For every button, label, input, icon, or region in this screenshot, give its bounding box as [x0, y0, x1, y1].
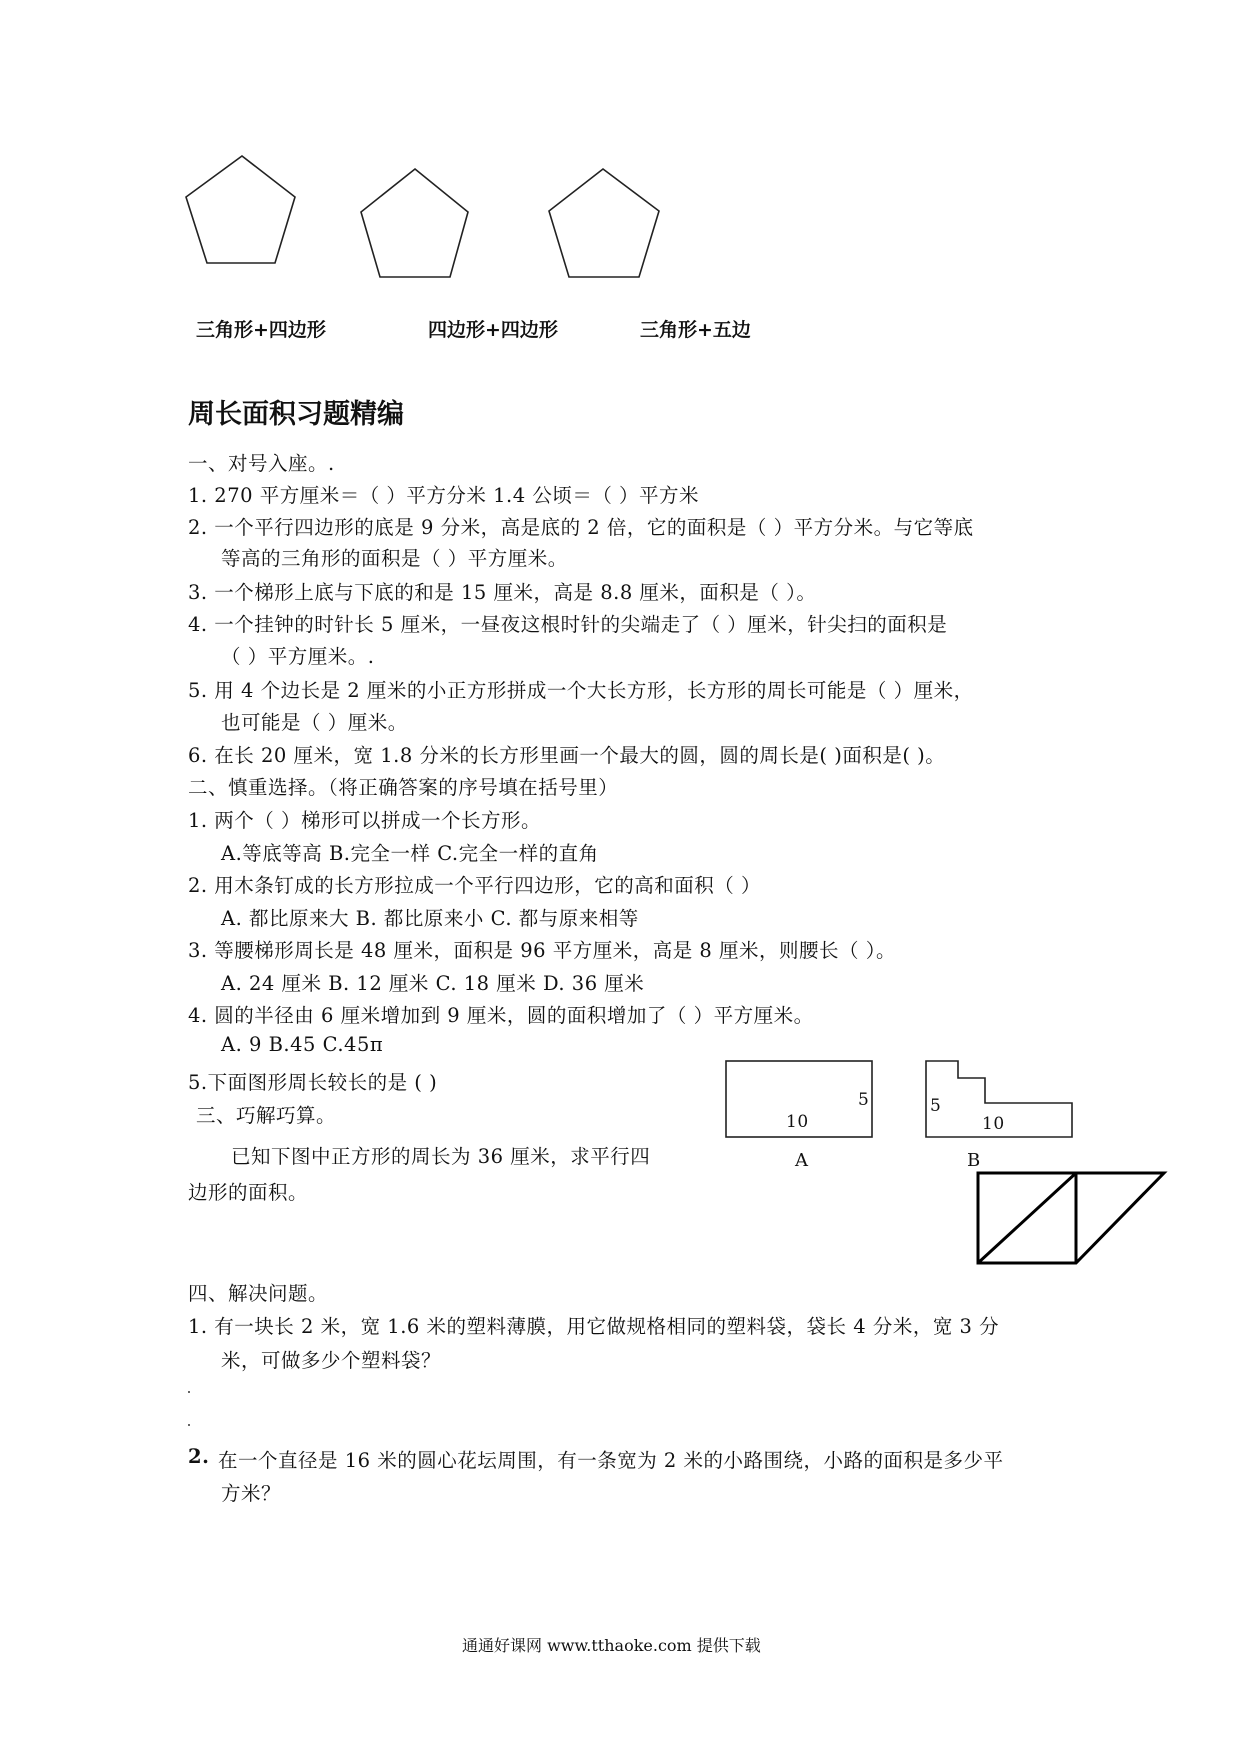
section2-q1-options: A.等底等高 B.完全一样 C.完全一样的直角: [221, 842, 599, 865]
figure-a-width-label: 10: [786, 1112, 809, 1132]
section4-p1-line2: 米，可做多少个塑料袋？: [221, 1349, 442, 1372]
section2-q3-options: A. 24 厘米 B. 12 厘米 C. 18 厘米 D. 36 厘米: [221, 972, 645, 995]
section1-q5-line2: 也可能是（ ）厘米。: [221, 711, 408, 734]
pentagon-figure-3: [543, 163, 668, 288]
pentagon-label-2: 四边形+四边形: [428, 319, 558, 341]
figure-b-label: B: [967, 1150, 981, 1171]
section2-q1: 1. 两个（ ）梯形可以拼成一个长方形。: [188, 809, 542, 832]
section1-q3: 3. 一个梯形上底与下底的和是 15 厘米，高是 8.8 厘米，面积是（ ）。: [188, 581, 817, 604]
section4-heading: 四、解决问题。: [188, 1282, 329, 1305]
figure-a-label: A: [795, 1150, 809, 1171]
figure-a-height-label: 5: [858, 1090, 870, 1110]
section4-p1-line1: 1. 有一块长 2 米，宽 1.6 米的塑料薄膜，用它做规格相同的塑料袋，袋长 4 分米，宽 3 分: [188, 1315, 1000, 1338]
section2-q4-options: A. 9 B.45 C.45π: [221, 1033, 384, 1056]
section2-q3: 3. 等腰梯形周长是 48 厘米，面积是 96 平方厘米，高是 8 厘米，则腰长（ ）。: [188, 939, 896, 962]
section1-q5-line1: 5. 用 4 个边长是 2 厘米的小正方形拼成一个大长方形，长方形的周长可能是（ ）厘米，: [188, 679, 974, 702]
stray-mark: [188, 1391, 190, 1393]
section3-heading: 三、巧解巧算。: [196, 1104, 337, 1127]
section2-heading: 二、慎重选择。（将正确答案的序号填在括号里）: [188, 776, 619, 799]
section1-q2-line1: 2. 一个平行四边形的底是 9 分米，高是底的 2 倍，它的面积是（ ）平方分米。与它等底: [188, 516, 974, 539]
section2-q4: 4. 圆的半径由 6 厘米增加到 9 厘米，圆的面积增加了（ ）平方厘米。: [188, 1004, 814, 1027]
section3-text-line2: 边形的面积。: [188, 1181, 309, 1204]
section2-q5: 5.下面图形周长较长的是 ( ): [188, 1071, 438, 1094]
section1-q6: 6. 在长 20 厘米，宽 1.8 分米的长方形里画一个最大的圆，圆的周长是( )面积是( )。: [188, 744, 946, 767]
section3-text-line1: 已知下图中正方形的周长为 36 厘米，求平行四: [231, 1145, 651, 1168]
stray-mark: [188, 1424, 190, 1426]
section1-q4-line2: （ ）平方厘米。.: [221, 645, 375, 668]
squares-parallelogram-figure: [975, 1170, 1175, 1270]
pentagon-figure-2: [355, 163, 480, 288]
section1-q1: 1. 270 平方厘米＝（ ）平方分米 1.4 公顷＝（ ）平方米: [188, 484, 700, 507]
page-footer: 通通好课网 www.tthaoke.com 提供下载: [462, 1636, 761, 1655]
section1-heading: 一、对号入座。.: [188, 452, 335, 475]
section2-q2-options: A. 都比原来大 B. 都比原来小 C. 都与原来相等: [221, 907, 639, 930]
page-title: 周长面积习题精编: [188, 399, 404, 430]
figure-b-height-label: 5: [930, 1096, 942, 1116]
section1-q2-line2: 等高的三角形的面积是（ ）平方厘米。: [221, 547, 568, 570]
pentagon-label-1: 三角形+四边形: [196, 319, 326, 341]
pentagon-figure-1: [180, 150, 305, 275]
pentagon-label-3: 三角形+五边: [640, 319, 751, 341]
section4-p2-line2: 方米？: [221, 1482, 282, 1505]
figure-b-width-label: 10: [982, 1114, 1005, 1134]
section4-p2-line1: 在一个直径是 16 米的圆心花坛周围，有一条宽为 2 米的小路围绕，小路的面积是多少平: [218, 1449, 1004, 1472]
section1-q4-line1: 4. 一个挂钟的时针长 5 厘米，一昼夜这根时针的尖端走了（ ）厘米，针尖扫的面积是: [188, 613, 948, 636]
section2-q2: 2. 用木条钉成的长方形拉成一个平行四边形，它的高和面积（ ）: [188, 874, 762, 897]
section4-p2-number: 2.: [188, 1445, 210, 1468]
